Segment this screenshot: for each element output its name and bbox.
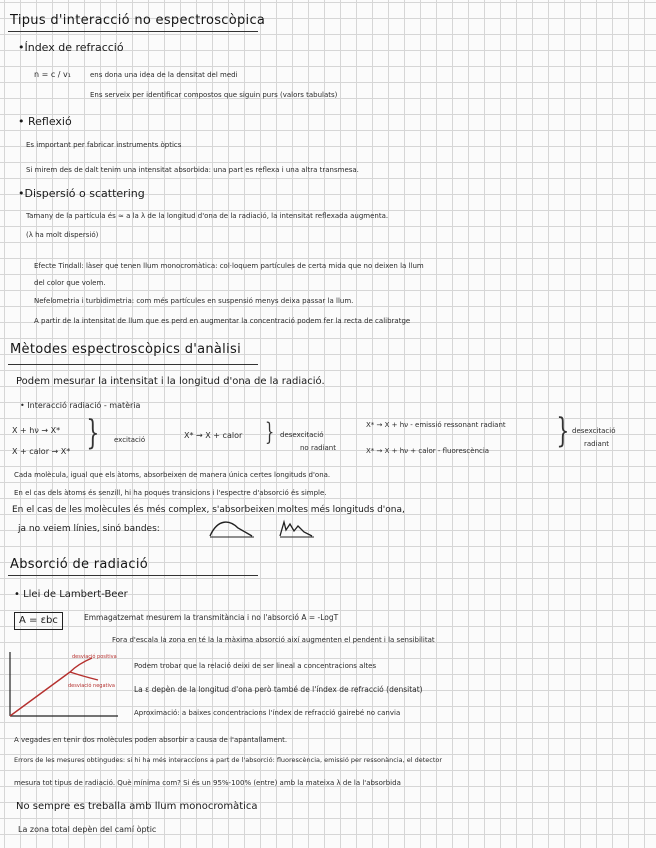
equation-2: X + calor → X* [12,447,71,456]
text-disp-line3: Efecte Tindall: làser que tenen llum monocromàtica: col·loquem partícules de certa mida que no deixen la llum [34,262,424,270]
graph-negative-deviation [70,672,98,680]
text-s3-line1: Emmagatzemat mesurem la transmitància i no l'absorció A = -LogT [84,613,339,622]
text-n-line1: ens dona una idea de la densitat del medi [90,71,238,79]
equation-5: X* → X + hν + calor - fluorescència [366,447,490,455]
text-refl-line2: Si mirem des de dalt tenim una intensitat absorbida: una part es reflexa i una altra transmesa. [26,166,359,174]
graph-label-positive: desviació positiva [72,654,117,660]
band-curve-2 [280,522,312,536]
text-s3-line8: mesura tot tipus de radiació. Què mínima com? Si és un 95%-100% (entre) amb la mateixa λ de la l'absorbida [14,779,401,787]
label-radiant: radiant [584,440,610,448]
band-spectra-sketch [208,516,328,540]
text-s2-line2: Cada molècula, igual que els àtoms, absorbeixen de manera única certes longituds d'ona. [14,471,331,479]
text-s3-line3: Podem trobar que la relació deixi de ser lineal a concentracions altes [134,662,377,670]
equation-3: X* → X + calor [184,431,243,440]
heading-index-refraccio: •Índex de refracció [18,41,124,54]
brace-excitacio: } [86,413,100,453]
text-disp-line1: Tamany de la partícula és ≈ a la λ de la longitud d'ona de la radiació, la intensitat reflexada augmenta. [26,212,389,220]
title-underline [8,31,258,32]
text-disp-line2: (λ ha molt dispersió) [26,231,99,239]
graph-label-negative: desviació negativa [68,683,115,689]
text-s2-line5: ja no veiem línies, sinó bandes: [18,524,160,534]
brace-no-radiant: } [265,418,275,446]
text-s3-line9: No sempre es treballa amb llum monocromàtica [16,801,258,812]
heading-reflexio: • Reflexió [18,115,72,128]
text-s2-line1: Podem mesurar la intensitat i la longitud d'ona de la radiació. [16,376,325,387]
title-underline [8,364,258,365]
heading-dispersio: •Dispersió o scattering [18,187,145,200]
formula-n: n = c / v₁ [34,70,71,79]
text-s3-line10: La zona total depèn del camí òptic [18,825,157,834]
section-title-tipus-interaccio: Tipus d'interacció no espectroscòpica [10,13,266,28]
text-s3-line4: La ε depèn de la longitud d'ona però també de l'índex de refracció (densitat) [134,685,423,694]
text-s3-line7: Errors de les mesures obtingudes: si hi ha més interaccions a part de l'absorció: fluorescència, emissió per ressonància, el detector [14,756,443,764]
text-s2-line4: En el cas de les molècules és més complex, s'absorbeixen moltes més longituds d'ona, [12,505,405,515]
section-title-absorcio: Absorció de radiació [10,557,149,572]
equation-4: X* → X + hν - emissió ressonant radiant [366,421,506,429]
text-disp-line6: A partir de la intensitat de llum que es perd en augmentar la concentració podem fer la recta de calibratge [34,317,411,325]
label-desexcitacio-radiant: desexcitació [572,427,616,435]
label-no-radiant: no radiant [300,444,336,452]
text-s3-line5: Aproximació: a baixes concentracions l'índex de refracció gairebé no canvia [134,709,401,717]
text-disp-line4: del color que volem. [34,279,106,287]
text-s2-line3: En el cas dels àtoms és senzill, hi ha poques transicions i l'espectre d'absorció és simple. [14,489,327,497]
title-underline [8,575,258,576]
text-disp-line5: Nefelometria i turbidimetria: com més partícules en suspensió menys deixa passar la llum. [34,297,354,305]
graph-linear-line [10,672,70,716]
section-title-metodes: Mètodes espectroscòpics d'anàlisi [10,342,241,357]
text-refl-line1: Es important per fabricar instruments òptics [26,141,182,149]
bullet-interaccio: • Interacció radiació - matèria [20,401,141,410]
equation-1: X + hν → X* [12,426,61,435]
label-excitacio: excitació [114,436,146,444]
formula-box-abc: A = εbc [14,612,63,630]
text-n-line2: Ens serveix per identificar compostos que siguin purs (valors tabulats) [90,91,338,99]
text-s3-line2: Fora d'escala la zona en té la la màxima absorció així augmenten el pendent i la sensibilitat [112,636,435,644]
label-desexcitacio: desexcitació [280,431,324,439]
graph-positive-deviation [70,658,92,672]
band-curve-1 [210,522,252,536]
bullet-lambert-beer: • Llei de Lambert-Beer [14,589,128,600]
brace-radiant: } [556,411,570,451]
text-s3-line6: A vegades en tenir dos molècules poden absorbir a causa de l'apantallament. [14,736,288,744]
